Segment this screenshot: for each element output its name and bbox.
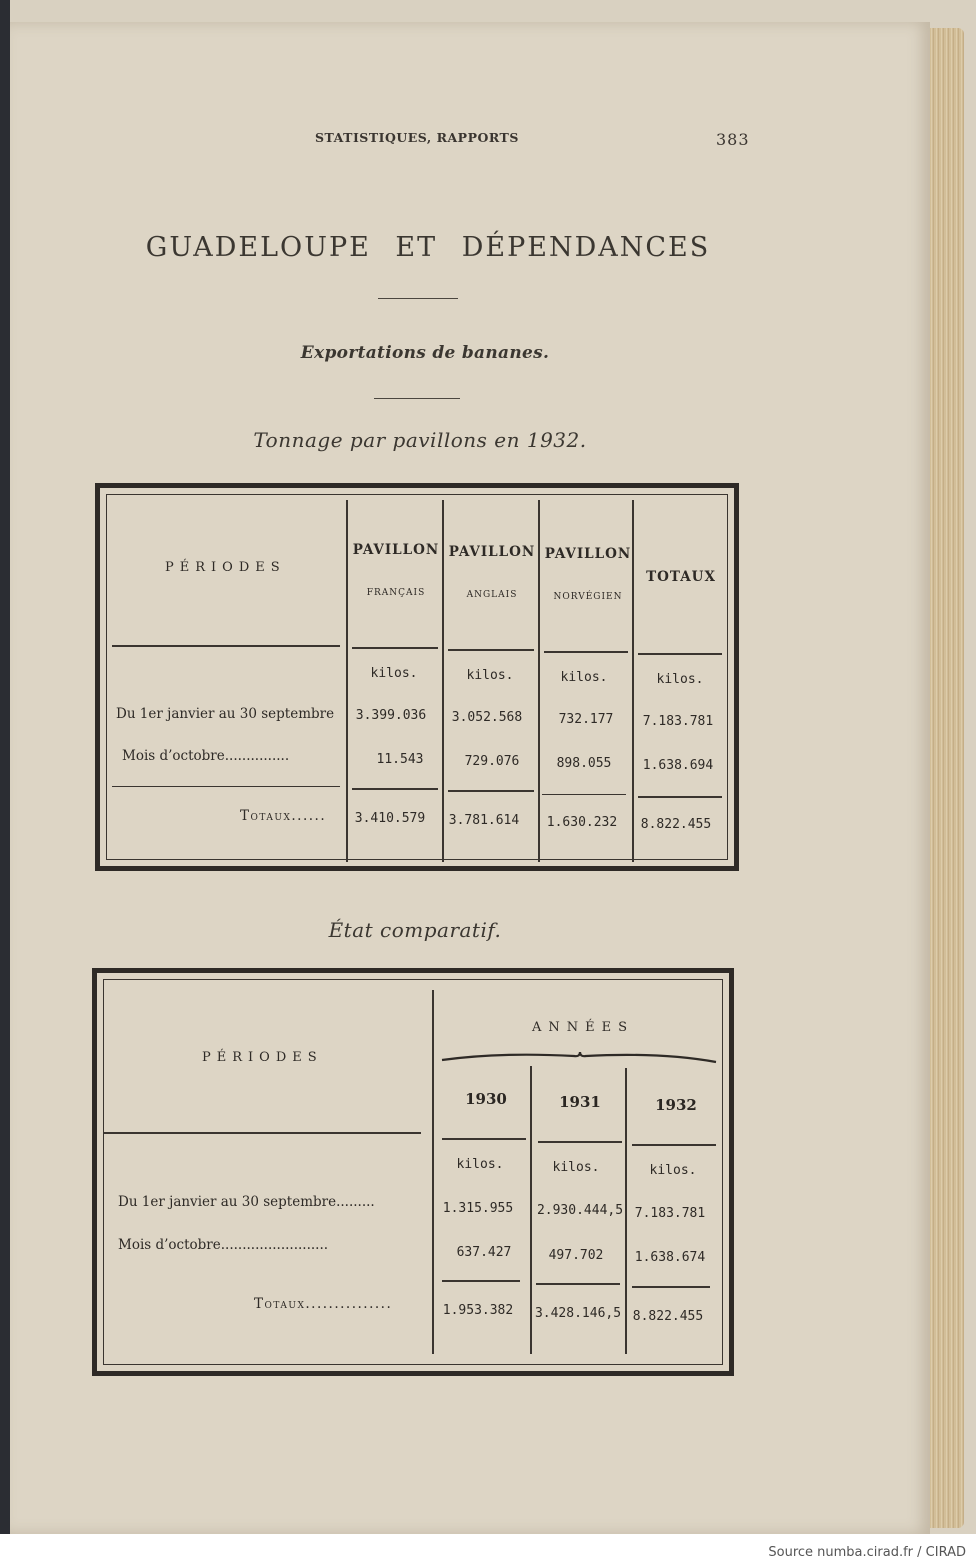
total-rule <box>448 790 534 792</box>
header-rule <box>538 1141 622 1143</box>
total-rule <box>536 1283 620 1285</box>
column-subheader: NORVÉGIEN <box>553 592 623 602</box>
total-rule <box>112 786 340 787</box>
source-credit: Source numba.cirad.fr / CIRAD <box>768 1545 966 1560</box>
table-cell: 7.183.781 <box>642 714 714 729</box>
column-header: PAVILLON <box>544 546 632 562</box>
table-cell: 2.930.444,5 <box>536 1203 624 1218</box>
unit-label: kilos. <box>466 668 514 683</box>
table1-caption: Tonnage par pavillons en 1932. <box>253 428 587 452</box>
column-rule <box>346 500 348 862</box>
unit-label: kilos. <box>552 1160 600 1175</box>
header-rule <box>448 649 534 651</box>
running-title: STATISTIQUES, RAPPORTS <box>315 130 519 145</box>
year-header: 1930 <box>465 1090 507 1108</box>
table-cell: 11.543 <box>376 752 424 767</box>
unit-label: kilos. <box>560 670 608 685</box>
annees-header: ANNÉES <box>532 1020 635 1035</box>
column-rule <box>432 990 434 1354</box>
row-label: Mois d’octobre............... <box>122 748 290 764</box>
page-edges <box>930 28 964 1528</box>
table2-caption: État comparatif. <box>328 918 502 942</box>
table-cell: 497.702 <box>548 1248 604 1263</box>
section-subtitle: Exportations de bananes. <box>300 343 550 363</box>
total-label: Totaux............... <box>254 1296 393 1312</box>
table-cell: 7.183.781 <box>634 1206 706 1221</box>
unit-label: kilos. <box>370 666 418 681</box>
header-rule <box>352 647 438 649</box>
total-rule <box>352 788 438 790</box>
page-number: 383 <box>716 130 750 149</box>
periodes-header: PÉRIODES <box>165 560 286 575</box>
divider-rule <box>378 298 458 299</box>
total-rule <box>638 796 722 798</box>
page-title: GUADELOUPE ET DÉPENDANCES <box>145 232 711 263</box>
header-rule <box>544 651 628 653</box>
table-cell: 729.076 <box>464 754 520 769</box>
column-subheader: ANGLAIS <box>466 590 518 600</box>
brace-icon <box>440 1050 718 1068</box>
unit-label: kilos. <box>649 1163 697 1178</box>
total-cell: 8.822.455 <box>632 1309 704 1324</box>
row-label: Du 1er janvier au 30 septembre <box>116 706 335 722</box>
table-cell: 637.427 <box>456 1245 512 1260</box>
column-header: TOTAUX <box>646 569 716 585</box>
row-label: Du 1er janvier au 30 septembre......... <box>118 1194 375 1210</box>
total-cell: 3.428.146,5 <box>534 1306 622 1321</box>
divider-rule <box>374 398 460 399</box>
unit-label: kilos. <box>656 672 704 687</box>
column-header: PAVILLON <box>448 544 536 560</box>
table-cell: 1.315.955 <box>442 1201 514 1216</box>
table-cell: 732.177 <box>558 712 614 727</box>
total-label: Totaux...... <box>240 808 327 824</box>
total-cell: 3.781.614 <box>448 813 520 828</box>
total-cell: 3.410.579 <box>354 811 426 826</box>
total-rule <box>632 1286 710 1288</box>
total-cell: 1.630.232 <box>546 815 618 830</box>
total-cell: 8.822.455 <box>640 817 712 832</box>
unit-label: kilos. <box>456 1157 504 1172</box>
header-rule <box>442 1138 526 1140</box>
header-rule <box>103 1132 421 1134</box>
header-rule <box>638 653 722 655</box>
year-header: 1932 <box>655 1096 697 1114</box>
total-rule <box>542 794 626 795</box>
total-rule <box>442 1280 520 1282</box>
table-cell: 3.399.036 <box>355 708 427 723</box>
table-cell: 3.052.568 <box>451 710 523 725</box>
year-header: 1931 <box>559 1093 601 1111</box>
table-cell: 1.638.694 <box>642 758 714 773</box>
column-subheader: FRANÇAIS <box>366 588 426 598</box>
row-label: Mois d’octobre......................... <box>118 1237 329 1253</box>
column-header: PAVILLON <box>352 542 440 558</box>
header-rule <box>632 1144 716 1146</box>
total-cell: 1.953.382 <box>442 1303 514 1318</box>
table-cell: 898.055 <box>556 756 612 771</box>
header-rule <box>112 645 340 647</box>
periodes-header: PÉRIODES <box>202 1050 323 1065</box>
table-cell: 1.638.674 <box>634 1250 706 1265</box>
